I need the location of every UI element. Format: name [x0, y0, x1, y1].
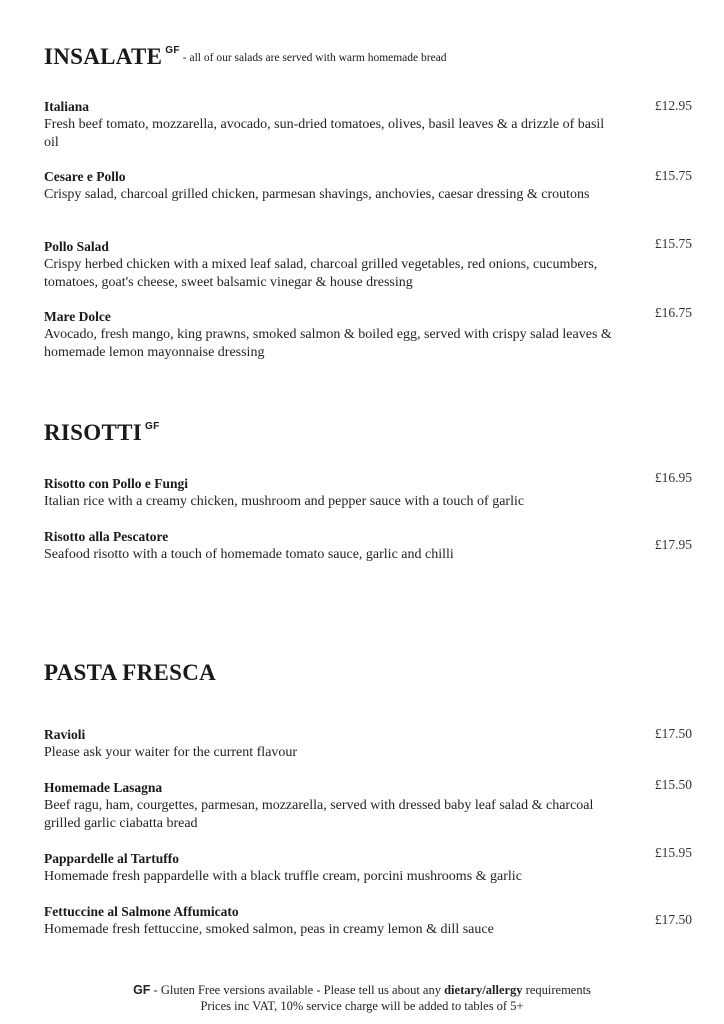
item-price: £15.75 — [654, 236, 692, 251]
item-price: £15.95 — [654, 845, 692, 860]
section-note: - all of our salads are served with warm homemade bread — [182, 52, 447, 64]
item-price: £16.95 — [654, 470, 692, 485]
item-description: Homemade fresh pappardelle with a black truffle cream, porcini mushrooms & garlic — [44, 869, 522, 884]
item-name: Pollo Salad — [44, 239, 109, 254]
menu-item — [44, 779, 614, 833]
allergy-notice — [0, 982, 724, 998]
menu-item — [44, 903, 614, 939]
item-name: Homemade Lasagna — [44, 780, 163, 795]
menu-item — [44, 726, 614, 762]
item-description: Homemade fresh fettuccine, smoked salmon, peas in creamy lemon & dill sauce — [44, 922, 494, 937]
vat-notice: Prices inc VAT, 10% service charge will be added to tables of 5+ — [200, 999, 524, 1013]
allergy-text-post: requirements — [522, 983, 591, 997]
allergy-text-bold: dietary/allergy — [444, 983, 523, 997]
menu-item — [44, 98, 614, 152]
item-description: Seafood risotto with a touch of homemade tomato sauce, garlic and chilli — [44, 547, 454, 562]
menu-item — [44, 168, 614, 204]
item-price: £12.95 — [654, 98, 692, 113]
item-description: Crispy herbed chicken with a mixed leaf salad, charcoal grilled vegetables, red onions, cucumbers, tomatoes, goat's cheese, sweet balsamic vinegar & house dressing — [44, 257, 598, 290]
item-name: Mare Dolce — [44, 309, 111, 324]
item-price: £15.75 — [654, 168, 692, 183]
item-name: Risotto con Pollo e Fungi — [44, 476, 188, 491]
item-description: Please ask your waiter for the current flavour — [44, 745, 298, 760]
item-price: £17.95 — [654, 537, 692, 552]
item-name: Fettuccine al Salmone Affumicato — [44, 904, 239, 919]
menu-item — [44, 308, 614, 362]
item-description: Beef ragu, ham, courgettes, parmesan, mozzarella, served with dressed baby leaf salad & charcoal grilled garlic ciabatta bread — [44, 798, 594, 831]
footer-notice — [0, 982, 724, 1014]
section-heading: INSALATE — [44, 44, 163, 69]
section-title-risotti — [44, 420, 159, 446]
section-title-pasta-fresca — [44, 660, 216, 686]
section-heading: PASTA FRESCA — [44, 660, 217, 685]
item-description: Italian rice with a creamy chicken, mushroom and pepper sauce with a touch of garlic — [44, 494, 525, 509]
allergy-text-pre: - Gluten Free versions available - Please tell us about any — [150, 983, 445, 997]
menu-item — [44, 238, 614, 292]
item-name: Italiana — [44, 99, 90, 114]
section-heading: RISOTTI — [44, 420, 142, 445]
item-price: £17.50 — [654, 726, 692, 741]
item-description: Avocado, fresh mango, king prawns, smoked salmon & boiled egg, served with crispy salad leaves & homemade lemon mayonnaise dressing — [44, 327, 612, 360]
item-price: £16.75 — [654, 305, 692, 320]
item-name: Ravioli — [44, 727, 86, 742]
menu-item — [44, 850, 614, 886]
item-description: Crispy salad, charcoal grilled chicken, parmesan shavings, anchovies, caesar dressing & croutons — [44, 187, 590, 202]
item-description: Fresh beef tomato, mozzarella, avocado, sun-dried tomatoes, olives, basil leaves & a drizzle of basil oil — [44, 117, 605, 150]
section-title-insalate — [44, 44, 447, 70]
item-price: £15.50 — [654, 777, 692, 792]
menu-item — [44, 528, 614, 564]
item-price: £17.50 — [654, 912, 692, 927]
item-name: Risotto alla Pescatore — [44, 529, 169, 544]
item-name: Pappardelle al Tartuffo — [44, 851, 180, 866]
gf-badge: GF — [144, 421, 160, 432]
item-name: Cesare e Pollo — [44, 169, 126, 184]
gf-badge: GF — [165, 45, 180, 56]
gf-key: GF — [133, 983, 151, 997]
menu-item — [44, 475, 614, 511]
